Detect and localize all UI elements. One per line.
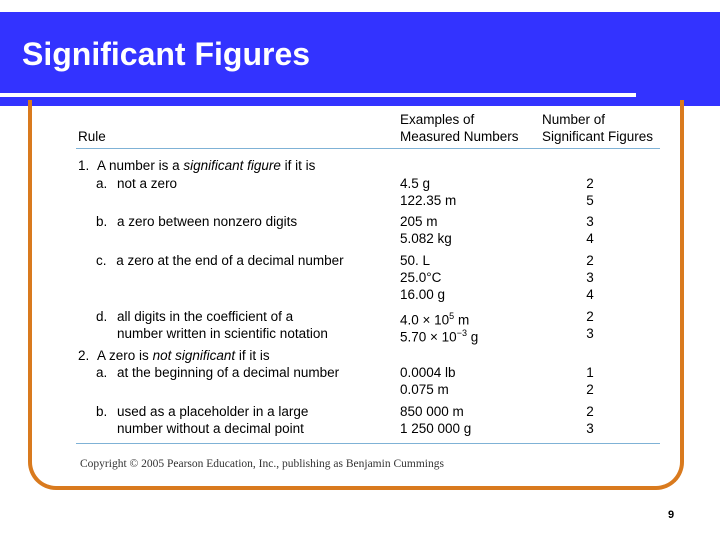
slide-title: Significant Figures	[22, 36, 311, 72]
example-1a-2: 122.35 m	[400, 193, 457, 208]
copyright-notice: Copyright © 2005 Pearson Education, Inc., publishing as Benjamin Cummings	[80, 458, 444, 470]
count-1a-1: 2	[586, 176, 594, 191]
count-1d-2: 3	[586, 326, 594, 341]
rule-1d	[96, 308, 293, 325]
header-sigfigs-line2: Significant Figures	[542, 129, 654, 144]
rule-1b-letter: b.	[96, 214, 108, 229]
count-1c-3: 4	[586, 287, 594, 302]
header-rule: Rule	[78, 129, 106, 144]
example-1d-2	[400, 325, 478, 346]
rule-1d-letter: d.	[96, 309, 108, 324]
page-number: 9	[668, 509, 675, 521]
example-2b-2: 1 250 000 g	[400, 421, 472, 436]
section1-number: 1.	[78, 158, 90, 173]
section2-prefix: A zero is	[97, 348, 153, 363]
rule-1a-text: not a zero	[117, 176, 178, 191]
header-sigfigs-line1: Number of	[542, 112, 606, 127]
example-1b-2: 5.082 kg	[400, 231, 452, 246]
section2-heading	[78, 347, 270, 364]
header-examples-line2: Measured Numbers	[400, 129, 519, 144]
rule-2b	[96, 403, 308, 420]
rule-2b-text-line1: used as a placeholder in a large	[117, 404, 309, 419]
example-1d-2-unit: g	[466, 329, 479, 345]
section1-heading	[78, 157, 315, 174]
count-1a-2: 5	[586, 193, 594, 208]
example-1c-2: 25.0°C	[400, 270, 442, 285]
rule-1a	[96, 175, 177, 192]
count-1d-1: 2	[586, 309, 594, 324]
example-1d-2-coef: 5.70 × 10	[400, 329, 457, 345]
header-examples-line1: Examples of	[400, 112, 475, 127]
example-1d-1-exp: 5	[449, 311, 455, 321]
example-2a-2: 0.075 m	[400, 382, 449, 397]
count-1c-2: 3	[586, 270, 594, 285]
example-1b-1: 205 m	[400, 214, 438, 229]
section1-suffix: if it is	[280, 158, 316, 173]
header-divider	[76, 148, 660, 149]
rule-2b-letter: b.	[96, 404, 108, 419]
example-1c-3: 16.00 g	[400, 287, 446, 302]
section2-suffix: if it is	[235, 348, 270, 363]
count-2b-1: 2	[586, 404, 594, 419]
rule-1b	[96, 213, 297, 230]
rule-1b-text: a zero between nonzero digits	[117, 214, 298, 229]
example-1c-1: 50. L	[400, 253, 431, 268]
rule-2a-text: at the beginning of a decimal number	[117, 365, 340, 380]
count-2b-2: 3	[586, 421, 594, 436]
count-1b-1: 3	[586, 214, 594, 229]
section2-emphasis: not significant	[152, 348, 236, 363]
rule-1c-text: a zero at the end of a decimal number	[116, 253, 344, 268]
title-underline	[0, 93, 636, 97]
example-1a-1: 4.5 g	[400, 176, 431, 191]
title-bar	[0, 12, 720, 106]
section1-emphasis: significant figure	[183, 158, 281, 173]
rule-2a	[96, 364, 339, 381]
rule-1a-letter: a.	[96, 176, 108, 191]
section2-number: 2.	[78, 348, 90, 363]
example-2a-1: 0.0004 lb	[400, 365, 456, 380]
rule-2b-text-line2: number without a decimal point	[117, 421, 304, 436]
example-1d-2-exp: −3	[456, 328, 467, 338]
rule-2a-letter: a.	[96, 365, 108, 380]
table-bottom-divider	[76, 443, 660, 444]
example-2b-1: 850 000 m	[400, 404, 464, 419]
rule-1c-letter: c.	[96, 253, 107, 268]
example-1d-1-coef: 4.0 × 10	[400, 312, 450, 328]
section1-prefix: A number is a	[97, 158, 184, 173]
count-1b-2: 4	[586, 231, 594, 246]
count-2a-1: 1	[586, 365, 594, 380]
rule-1d-text-line2: number written in scientific notation	[117, 326, 328, 341]
rule-1d-text-line1: all digits in the coefficient of a	[117, 309, 294, 324]
example-1d-1-unit: m	[454, 312, 470, 328]
rule-1c	[96, 252, 344, 269]
count-2a-2: 2	[586, 382, 594, 397]
count-1c-1: 2	[586, 253, 594, 268]
